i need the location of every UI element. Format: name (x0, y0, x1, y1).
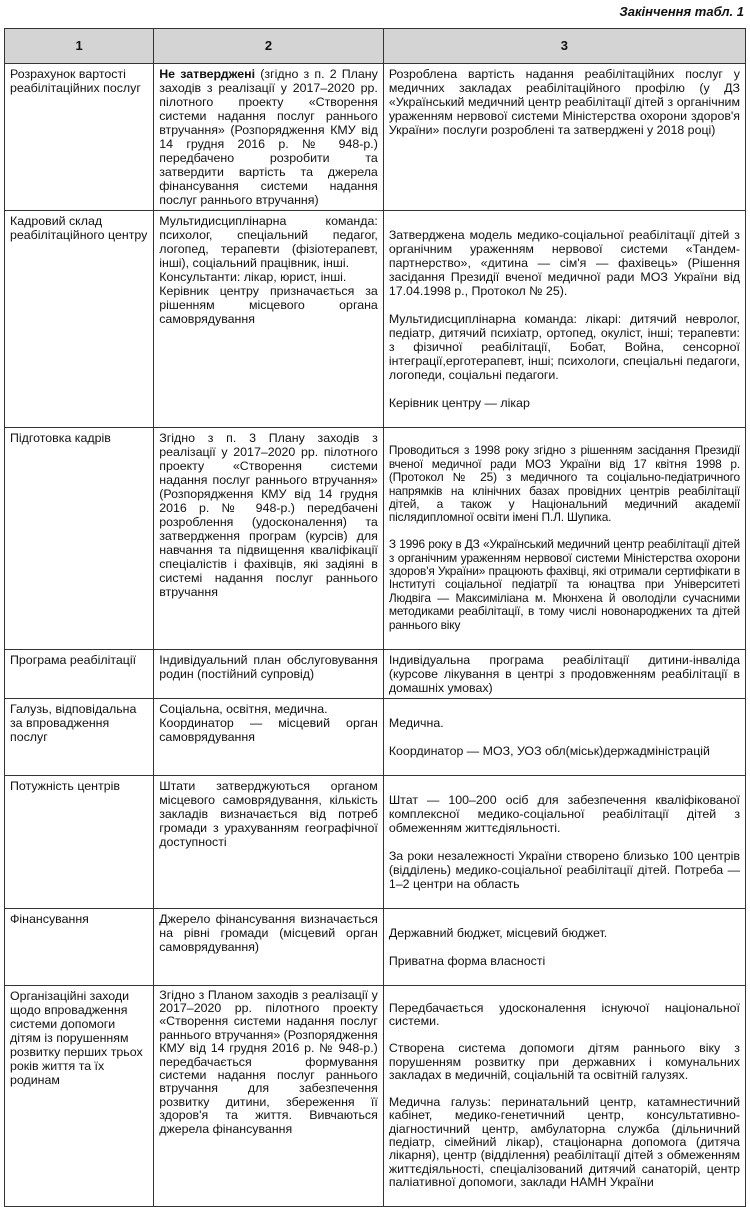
table-row (5, 775, 746, 908)
row-rehabilitation-system: Затверджена модель медико-соціальної реабілітації дітей з органічним ураженням нервової системи «Тандем-партнерство», «дитина — сім'я — фахівець» (Рішення засідання Президії вченої медичної ради МОЗ України від 17.04.1998 р., Протокол № 25). Мультидисциплінарна команда: лікарі: дитячий невролог, педіатр, дитячий психіатр, ортопед, окуліст, інші; терапевти: з фізичної реабілітації, Бобат, Война, сенсорної інтеграції,ерготерапевт, інші; психологи, спеціальні педагоги, логопеди, соціальні педагоги. Керівник центру — лікар (383, 211, 745, 428)
table-header-row (5, 29, 746, 64)
row-criterion: Розрахунок вартості реабілітаційних послуг (5, 64, 154, 211)
row-criterion: Фінансування (5, 908, 154, 985)
row-rehabilitation-system: Індивідуальна програма реабілітації дитини-інваліда (курсове лікування в центрі з продовженням реабілітації в домашніх умовах) (383, 649, 745, 698)
row-rehabilitation-system: Державний бюджет, місцевий бюджет. Приватна форма власності (383, 908, 745, 985)
row-criterion: Галузь, відповідальна за впровадження послуг (5, 698, 154, 775)
table-row (5, 698, 746, 775)
row-rehabilitation-system: Передбачається удосконалення існуючої національної системи. Створена система допомоги дітям раннього віку з порушенням розвитку при державних і комунальних закладах в медичній, соціальній та освітній галузях. Медична галузь: перинатальний центр, катамнестичний кабінет, медико-генетичний центр, консультативно-діагностичний центр, амбулаторна служба (дільничний педіатр, сімейний лікар), стаціонарна допомога (дитяча лікарня), центр (відділення) реабілітації дітей з обмеженням життєдіяльності, спеціалізований дитячий санаторій, центр паліативної допомоги, заклади НАМН України (383, 985, 745, 1207)
comparison-table (4, 28, 746, 1207)
row-early-intervention: Згідно з п. 3 Плану заходів з реалізації у 2017–2020 рр. пілотного проекту «Створення системи надання послуг раннього втручання» (Розпорядження КМУ від 14 грудня 2016 р. № 948-р.) передбачені розроблення (удосконалення) та затвердження програм (курсів) для навчання та підвищення кваліфікації спеціалістів і фахівців, які задіяні в системі надання послуг раннього втручання (154, 428, 384, 650)
row-early-intervention: Соціальна, освітня, медична. Координатор — місцевий орган самоврядування (154, 698, 384, 775)
table-row (5, 64, 746, 211)
column-header-2: 2 (154, 29, 384, 64)
column-header-1: 1 (5, 29, 154, 64)
table-caption: Закінчення табл. 1 (619, 4, 744, 19)
row-rehabilitation-system: Проводиться з 1998 року згідно з рішенням засідання Президії вченої медичної ради МОЗ України від 17 квітня 1998 р. (Протокол № 25) з медичного та соціально-педіатричного напрямків на клінічних базах провідних центрів реабілітації дітей, а також у Національний медичний академії післядипломної освіти імені П.Л. Шупика. З 1996 року в ДЗ «Український медичний центр реабілітації дітей з органічним ураженням нервової системи Міністерства охорони здоров'я України» працюють фахівці, які отримали сертифікати в Інституті соціальної педіатрії та юнацтва при Університеті Людвіга — Максиміліана м. Мюнхена й оволоділи сучасними методиками реабілітації, в тому числі новонароджених та дітей раннього віку (383, 428, 745, 650)
table-row (5, 649, 746, 698)
row-criterion: Кадровий склад реабілітаційного центру (5, 211, 154, 428)
row-early-intervention: Джерело фінансування визначається на рівні громади (місцевий орган самоврядування) (154, 908, 384, 985)
table-row (5, 428, 746, 650)
row-early-intervention: Згідно з Планом заходів з реалізації у 2017–2020 рр. пілотного проекту «Створення системи надання послуг раннього втручання» (Розпорядження КМУ від 14 грудня 2016 р. № 948-р.) передбачається формування системи надання послуг раннього втручання для забезпечення розвитку дитини, збереження її здоров'я та життя. Вивчаються джерела фінансування (154, 985, 384, 1207)
table-row (5, 908, 746, 985)
row-criterion: Програма реабілітації (5, 649, 154, 698)
row-criterion: Потужність центрів (5, 775, 154, 908)
row-criterion: Організаційні заходи щодо впровадження системи допомоги дітям із порушенням розвитку перших трьох років життя та їх родинам (5, 985, 154, 1207)
row-early-intervention: Мультидисциплінарна команда: психолог, спеціальний педагог, логопед, терапевти (фізіотерапевт, інші), соціальний працівник, інші. Консультанти: лікар, юрист, інші. Керівник центру призначається за рішенням місцевого органа самоврядування (154, 211, 384, 428)
table-row (5, 211, 746, 428)
row-rehabilitation-system: Штат — 100–200 осіб для забезпечення кваліфікованої комплексної медико-соціальної реабілітації дітей з обмеженням життєдіяльності. За роки незалежності України створено близько 100 центрів (відділень) медико-соціальної реабілітації дітей. Потреба — 1–2 центри на область (383, 775, 745, 908)
row-early-intervention: Штати затверджуються органом місцевого самоврядування, кількість закладів визначається від потреб громади з урахуванням географічної доступності (154, 775, 384, 908)
row-rehabilitation-system: Медична. Координатор — МОЗ, УОЗ обл(міськ)держадміністрацій (383, 698, 745, 775)
table-row (5, 985, 746, 1207)
row-early-intervention: Не затверджені (згідно з п. 2 Плану заходів з реалізації у 2017–2020 рр. пілотного проекту «Створення системи надання послуг раннього втручання» (Розпорядження КМУ від 14 грудня 2016 р. № 948-р.) передбачено розробити та затвердити вартість та джерела фінансування системи надання послуг раннього втручання) (154, 64, 384, 211)
row-early-intervention: Індивідуальний план обслуговування родин (постійний супровід) (154, 649, 384, 698)
row-rehabilitation-system: Розроблена вартість надання реабілітаційних послуг у медичних закладах реабілітаційного профілю (у ДЗ «Український медичний центр реабілітації дітей з органічним ураженням нервової системи Міністерства охорони здоров'я України» послуги розроблені та затверджені у 2018 році) (383, 64, 745, 211)
row-criterion: Підготовка кадрів (5, 428, 154, 650)
column-header-3: 3 (383, 29, 745, 64)
